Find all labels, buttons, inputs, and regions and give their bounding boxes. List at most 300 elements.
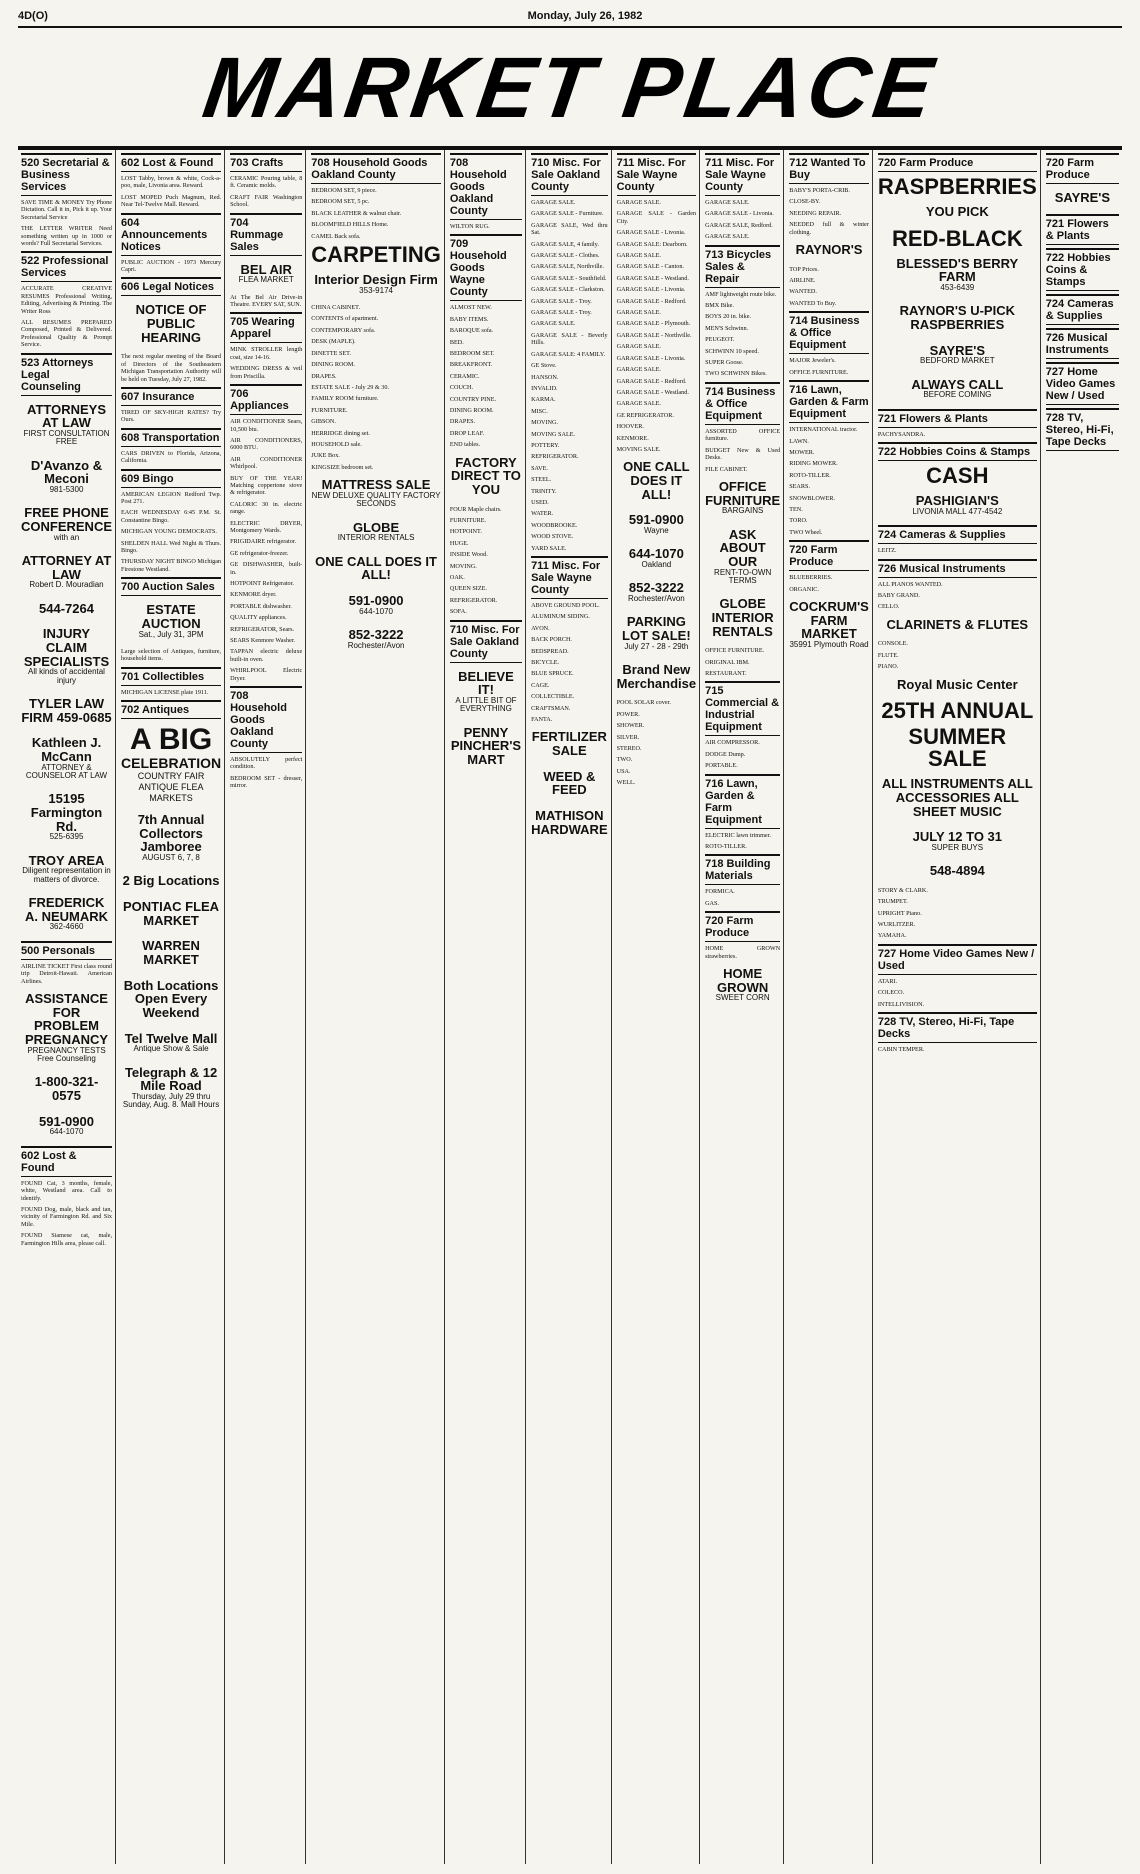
display-ad <box>878 202 1037 222</box>
classified-ad: AIRLINE TICKET First class round trip Detroit-Hawaii. American Airlines. <box>21 962 113 985</box>
display-ad-subtitle: 981-5300 <box>49 485 84 495</box>
classified-ad: REFRIGERATOR, Sears. <box>230 625 295 633</box>
classified-ad: DRAPES. <box>311 372 337 380</box>
page-id: 4D(O) <box>18 10 48 22</box>
section-heading: 520 Secretarial & Business Services <box>21 153 112 196</box>
display-ad-title: FERTILIZER SALE <box>531 729 607 759</box>
classified-ad: AIRLINE. <box>789 277 816 285</box>
display-ad <box>21 456 112 498</box>
classified-ad: GARAGE SALE - Redford. <box>616 377 687 385</box>
display-ad-subtitle: BARGAINS <box>721 506 764 516</box>
classified-ad: AIR CONDITIONERS, 6000 BTU. <box>230 436 303 452</box>
classified-ad: PIANO. <box>877 663 899 671</box>
classified-ad: KARMA. <box>531 396 556 404</box>
section-heading: 712 Wanted To Buy <box>789 153 869 184</box>
display-ad <box>617 660 696 693</box>
classified-ad: PORTABLE dishwasher. <box>230 602 292 610</box>
classified-ad: GARAGE SALE, Redford. <box>705 221 773 229</box>
display-ad-title: WARREN MARKET <box>142 938 200 968</box>
display-ad-text: CELEBRATION <box>121 755 222 772</box>
classified-ad: CONTEMPORARY sofa. <box>311 326 376 334</box>
section-heading: 714 Business & Office Equipment <box>705 382 780 425</box>
classified-ad: GARAGE SALE. <box>616 343 661 351</box>
classified-ad: SEARS. <box>789 483 811 491</box>
classified-ad: BOYS 20 in. bike. <box>705 313 751 321</box>
display-ad <box>878 375 1037 403</box>
display-ad-title: YOU PICK <box>925 204 989 219</box>
classified-ad: END tables. <box>449 441 481 449</box>
classified-ad: TRUMPET. <box>877 898 908 906</box>
classified-ad: INTERNATIONAL tractor. <box>789 426 858 434</box>
classified-ad: BABY GRAND. <box>877 591 920 599</box>
display-ad-subtitle: Rochester/Avon <box>347 640 405 650</box>
column-2 <box>118 150 225 1864</box>
display-ad-title: Both Locations Open Every Weekend <box>123 977 219 1020</box>
display-ad <box>878 861 1037 881</box>
section-heading: 522 Professional Services <box>21 251 112 282</box>
display-ad <box>311 518 441 546</box>
classified-ad: GARAGE SALE - Livonia. <box>616 229 686 237</box>
classified-ad: JUKE Box. <box>311 452 340 460</box>
display-ad <box>121 1063 221 1113</box>
classified-ad: MINK STROLLER length coat, size 14-16. <box>230 346 303 361</box>
classified-ad: POTTERY. <box>531 441 560 449</box>
classified-ad: ESTATE SALE - July 29 & 30. <box>311 383 390 391</box>
display-ad <box>617 510 696 538</box>
display-ad-title: Tel Twelve Mall <box>124 1030 218 1046</box>
display-ad-subtitle: with an <box>53 532 80 542</box>
classified-ad: UPRIGHT Piano. <box>877 909 922 917</box>
classified-ad: TWO. <box>616 756 633 764</box>
classified-ad: BICYCLE. <box>531 659 560 667</box>
classified-ad: HERRIDGE dining set. <box>311 429 370 437</box>
column-11 <box>1043 150 1122 1864</box>
display-ad-title: BLESSED'S BERRY FARM <box>896 255 1019 285</box>
classified-ad: GE DISHWASHER, built-in. <box>230 561 303 576</box>
classified-ad: GARAGE SALE - Clarkston. <box>531 286 605 294</box>
display-ad-title: 852-3222 <box>628 580 684 596</box>
classified-ad: STEREO. <box>616 744 642 752</box>
classified-ad: CRAFTSMAN. <box>531 704 571 712</box>
classified-ad: BAROQUE sofa. <box>449 327 494 335</box>
classified-ad: FOUND Dog, male, black and tan, vicinity of Farmington Rd. and Six Mile. <box>21 1205 113 1228</box>
classified-ad: ORGANIC. <box>789 585 819 593</box>
classified-ad: GE Stove. <box>531 362 557 370</box>
classified-ad: LOST Tabby, brown & white, Cock-a-poo, male, Livonia area. Reward. <box>121 175 222 190</box>
classified-ad: GARAGE SALE - Garden City. <box>616 210 697 225</box>
display-ad <box>21 503 112 545</box>
classified-ad: MISC. <box>531 407 548 415</box>
classified-ad: MOVING. <box>449 562 477 570</box>
display-ad-title: 544-7264 <box>39 600 94 616</box>
display-ad-title: SAYRE'S <box>1054 190 1111 205</box>
classified-ad: GARAGE SALE. <box>616 199 661 206</box>
classified-ad: SUPER Goose. <box>705 359 744 367</box>
display-ad-title: ASSISTANCE FOR PROBLEM PREGNANCY <box>24 991 109 1047</box>
display-ad <box>878 827 1037 855</box>
classified-ad: GAS. <box>705 899 720 907</box>
classified-ad: GARAGE SALE - Furniture. <box>531 210 604 218</box>
column-8 <box>702 150 784 1864</box>
classified-ad: BABY ITEMS. <box>449 315 489 323</box>
display-ad <box>121 600 221 642</box>
classified-ad: MOWER. <box>789 448 815 456</box>
display-ad-title: CLARINETS & FLUTES <box>886 616 1029 632</box>
section-heading: 716 Lawn, Garden & Farm Equipment <box>705 774 780 829</box>
display-ad-title: 1-800-321-0575 <box>34 1074 99 1104</box>
display-ad-title: Royal Music Center <box>896 676 1018 692</box>
display-ad-title: GLOBE INTERIOR RENTALS <box>711 596 774 639</box>
display-ad <box>21 851 112 887</box>
column-3 <box>227 150 306 1864</box>
display-ad <box>21 1072 112 1105</box>
display-ad-title: PENNY PINCHER'S MART <box>450 724 522 768</box>
display-ad <box>21 551 112 593</box>
section-heading: 701 Collectibles <box>121 667 221 686</box>
display-ad-subtitle: SUPER BUYS <box>931 842 984 852</box>
classified-ad: GARAGE SALE. <box>616 252 661 260</box>
classified-ad: GARAGE SALE - Northville. <box>616 331 692 339</box>
classified-ad: MOVING SALE. <box>531 430 576 438</box>
section-heading: 727 Home Video Games New / Used <box>878 944 1037 975</box>
classified-ad: COLLECTIBLE. <box>531 693 575 701</box>
classified-ad: BLUE SPRUCE. <box>531 670 574 678</box>
display-ad-title: TROY AREA <box>28 852 105 868</box>
classified-ad: TOP Prices. <box>789 265 819 273</box>
classified-ad: WANTED To Buy. <box>789 299 837 307</box>
section-heading: 720 Farm Produce <box>1046 153 1119 184</box>
display-ad <box>878 254 1037 296</box>
classified-ad: KINGSIZE bedroom set. <box>311 463 374 471</box>
classified-ad: GARAGE SALE - Plymouth. <box>616 320 691 328</box>
classified-ad: HUGE. <box>449 539 469 547</box>
classified-ad: DODGE Dump. <box>705 750 746 758</box>
display-ad-title: NOTICE OF PUBLIC HEARING <box>135 302 207 345</box>
classified-ad: CABIN TEMPER. <box>877 1046 925 1054</box>
classified-ad: CONTENTS of apartment. <box>311 315 379 323</box>
section-heading: 714 Business & Office Equipment <box>789 311 869 354</box>
classified-ad: ALL RESUMES PREPARED Composed, Printed & Delivered. Professional Quality & Prompt Service. <box>21 319 113 349</box>
display-ad <box>121 936 221 969</box>
section-heading: 716 Lawn, Garden & Farm Equipment <box>789 380 869 423</box>
display-ad-title: TYLER LAW FIRM 459-0685 <box>21 696 112 725</box>
display-ad-subtitle: Robert D. Mouradian <box>29 580 104 590</box>
section-heading: 700 Auction Sales <box>121 577 221 596</box>
display-ad-text: COUNTRY FAIR ANTIQUE FLEA MARKETS <box>137 771 205 804</box>
classified-ad: THE LETTER WRITER Need something written up in 1000 or words? Full Secretarial Services. <box>21 225 113 248</box>
classified-ad: At The Bel Air Drive-in Theatre. EVERY SAT, SUN. <box>230 293 303 309</box>
section-heading: 710 Misc. For Sale Oakland County <box>531 153 608 196</box>
classified-ad: SHELDEN HALL Wed Night & Thurs. Bingo. <box>121 539 222 555</box>
classified-ad: GARAGE SALE - Canton. <box>616 263 684 271</box>
section-heading: 607 Insurance <box>121 387 221 406</box>
display-ad-title: RAYNOR'S <box>795 242 863 258</box>
display-ad <box>878 675 1037 695</box>
classified-ad: ATARI. <box>877 977 898 985</box>
display-ad-title: ATTORNEYS AT LAW <box>27 401 106 431</box>
display-ad <box>878 615 1037 635</box>
display-ad <box>1046 188 1119 208</box>
classified-ad: HANSON. <box>531 373 559 381</box>
classified-ad: LOST MOPED Puch Magnum, Red. Near Tel-Twelve Mall. Reward. <box>121 193 222 209</box>
display-ad-subtitle: 453-6439 <box>940 282 975 292</box>
display-ad <box>311 475 441 511</box>
section-heading: 711 Misc. For Sale Wayne County <box>531 556 608 599</box>
classified-ad: CONSOLE. <box>877 640 908 648</box>
classified-ad: BEDROOM SET, 9 piece. <box>311 187 377 194</box>
display-ad-headline: 25TH ANNUAL <box>881 698 1034 724</box>
display-ad-subtitle: PREGNANCY TESTS Free Counseling <box>27 1045 106 1064</box>
classified-ad: BEDROOM SET - dresser, mirror. <box>230 774 303 790</box>
section-heading: 721 Flowers & Plants <box>878 409 1037 428</box>
section-heading: 705 Wearing Apparel <box>230 312 302 343</box>
display-ad-title: BELIEVE IT! <box>458 668 514 698</box>
classified-ad: PUBLIC AUCTION - 1973 Mercury Capri. <box>121 258 222 274</box>
section-heading: 702 Antiques <box>121 700 221 719</box>
classified-ad: FORMICA. <box>705 888 735 896</box>
display-ad <box>705 964 780 1006</box>
classified-ad: BLACK LEATHER & walnut chair. <box>311 209 402 217</box>
display-ad-subtitle: FIRST CONSULTATION FREE <box>23 428 110 447</box>
display-ad-title: ALWAYS CALL <box>911 376 1004 392</box>
display-ad <box>311 625 441 653</box>
classified-ad: HOUSEHOLD sale. <box>311 440 362 448</box>
display-ad <box>705 525 780 589</box>
display-ad-title: RAYNOR'S U-PICK RASPBERRIES <box>899 303 1015 332</box>
display-ad <box>21 1112 112 1140</box>
classified-ad: BEDROOM SET, 5 pc. <box>311 198 370 206</box>
classified-ad: INSIDE Wood. <box>449 551 488 559</box>
classified-ad: GARAGE SALE. <box>616 366 661 374</box>
display-ad-title: ASK ABOUT OUR <box>719 526 766 569</box>
display-ad-subtitle: FLEA MARKET <box>238 275 294 285</box>
classified-ad: OFFICE FURNITURE. <box>705 647 765 655</box>
classified-ad: SNOWBLOWER. <box>789 494 836 502</box>
section-heading: 728 TV, Stereo, Hi-Fi, Tape Decks <box>1046 408 1119 451</box>
classified-ad: ALL PIANOS WANTED. <box>877 580 943 588</box>
classified-ad: EACH WEDNESDAY 6:45 P.M. St. Constantine Bingo. <box>121 509 222 524</box>
classified-ad: AIR CONDITIONER Sears, 10,500 btu. <box>230 418 303 433</box>
display-ad-title: HOME GROWN <box>717 966 769 995</box>
display-ad <box>789 240 869 260</box>
section-heading: 500 Personals <box>21 941 112 960</box>
classified-ad: BED. <box>449 338 464 346</box>
display-ad-subtitle: AUGUST 6, 7, 8 <box>142 853 200 863</box>
classified-ad: ACCURATE CREATIVE RESUMES Professional Writing, Editing, Advertising & Printing. The Writer Ross <box>21 285 113 315</box>
classified-ad: SHOWER. <box>616 722 645 730</box>
display-ad-headline: SUMMER SALE <box>908 724 1007 772</box>
display-ad-title: Interior Design Firm <box>314 272 438 288</box>
display-ad <box>311 552 441 585</box>
display-ad <box>878 301 1037 334</box>
display-ad <box>21 624 112 688</box>
classified-ad: GARAGE SALE - Redford. <box>616 297 687 305</box>
section-heading: 726 Musical Instruments <box>878 559 1037 578</box>
classified-ad: SEARS Kenmore Washer. <box>230 637 295 645</box>
display-ad-subtitle: Rochester/Avon <box>627 593 685 603</box>
classified-ad: HOTPOINT. <box>449 528 482 536</box>
page-header <box>18 8 1122 24</box>
classified-ad: BUDGET New & Used Desks. <box>705 446 781 462</box>
classified-ad: TEN. <box>789 505 803 513</box>
classified-ad: WOOD STOVE. <box>531 533 574 541</box>
classified-ad: GARAGE SALE. <box>531 199 576 206</box>
classified-ad: ASSORTED OFFICE furniture. <box>705 427 781 443</box>
display-ad-headline: RED-BLACK <box>891 225 1023 251</box>
classified-ad: HOME GROWN strawberries. <box>705 945 781 960</box>
section-heading: 606 Legal Notices <box>121 277 221 296</box>
display-ad-title: COCKRUM'S FARM MARKET <box>789 598 869 642</box>
display-ad-title: ATTORNEY AT LAW <box>21 553 112 582</box>
section-heading: 724 Cameras & Supplies <box>878 525 1037 544</box>
display-ad-title: ESTATE AUCTION <box>141 602 201 631</box>
display-ad <box>21 694 112 727</box>
column-4 <box>308 150 445 1864</box>
classified-ad: FOUND Siamese cat, male, Farmington Hills area, please call. <box>21 1232 113 1247</box>
classified-ad: ALUMINUM SIDING. <box>531 613 590 621</box>
classified-ad: KENMORE. <box>616 434 649 442</box>
display-ad-subtitle: Oakland <box>641 559 672 569</box>
section-heading: 708 Household Goods Oakland County <box>230 686 302 753</box>
classified-ad: BMX Bike. <box>705 302 734 310</box>
classified-ad: KENMORE dryer. <box>230 591 277 599</box>
display-ad <box>21 893 112 935</box>
classified-ad: GE refrigerator-freezer. <box>230 549 289 557</box>
classified-ad: GARAGE SALE, Northville. <box>531 263 604 271</box>
classified-ad: GARAGE SALE - Troy. <box>531 309 592 317</box>
classified-ad: PACHYSANDRA. <box>877 430 926 438</box>
classified-ad: FOUR Maple chairs. <box>449 505 502 513</box>
display-ad <box>878 774 1037 821</box>
display-ad-subtitle: RENT-TO-OWN TERMS <box>714 567 772 585</box>
section-heading: 711 Misc. For Sale Wayne County <box>617 153 696 196</box>
classified-ad: AIR COMPRESSOR. <box>705 739 760 747</box>
display-ad-title: Brand New Merchandise <box>616 662 697 691</box>
classified-ad: SAVE. <box>531 464 548 472</box>
display-ad <box>121 725 221 804</box>
display-ad-title: 852-3222 <box>348 626 404 642</box>
display-ad <box>121 810 221 865</box>
display-ad-title: PASHIGIAN'S <box>915 493 999 509</box>
classified-ad: RIDING MOWER. <box>789 460 838 468</box>
display-ad-subtitle: Thursday, July 29 thru Sunday, Aug. 8. Mall Hours <box>122 1091 220 1110</box>
classified-ad: WELL. <box>616 779 636 787</box>
display-ad-title: SAYRE'S <box>929 342 985 358</box>
display-ad-title: INJURY CLAIM SPECIALISTS <box>23 626 110 669</box>
classified-ad: NEEDING REPAIR. <box>789 209 842 217</box>
classified-ad: BUY OF THE YEAR! Matching coppertone stove & refrigerator. <box>230 474 303 497</box>
classified-ad: QUEEN SIZE. <box>449 585 487 593</box>
section-heading: 703 Crafts <box>230 153 302 172</box>
display-ad-title: FACTORY DIRECT TO YOU <box>451 454 521 497</box>
display-ad <box>617 457 696 504</box>
classified-ad: GARAGE SALE: 4 FAMILY. <box>531 350 606 358</box>
classified-ad: GARAGE SALE - Beverly Hills. <box>531 331 608 347</box>
classified-ad: GARAGE SALE - Livonia. <box>616 286 686 294</box>
display-ad <box>121 897 221 930</box>
display-ad-subtitle: LIVONIA MALL 477-4542 <box>912 506 1003 516</box>
section-heading: 720 Farm Produce <box>705 911 780 942</box>
column-1 <box>18 150 116 1864</box>
classified-ad: INVALID. <box>531 384 558 392</box>
classified-ad: FURNITURE. <box>449 517 487 525</box>
classified-ad: GARAGE SALE. <box>705 199 750 206</box>
classified-ad: FANTA. <box>531 716 553 724</box>
section-heading: 720 Farm Produce <box>878 153 1037 172</box>
column-9 <box>786 150 873 1864</box>
classified-ad: DINING ROOM. <box>311 361 355 369</box>
display-ad-title: FREE PHONE CONFERENCE <box>21 505 113 535</box>
display-ad-headline: CARPETING <box>311 242 441 268</box>
classified-ad: FLUTE. <box>877 651 899 659</box>
section-heading: 709 Household Goods Wayne County <box>450 234 522 301</box>
display-ad <box>21 989 112 1066</box>
classified-ad: GARAGE SALE - Livonia. <box>705 210 774 218</box>
section-heading: 604 Announcements Notices <box>121 213 221 256</box>
display-ad-headline: CASH <box>926 463 989 489</box>
display-ad <box>617 612 696 654</box>
display-ad-title: MATHISON HARDWARE <box>531 808 608 837</box>
masthead-title: MARKET PLACE <box>197 40 943 136</box>
display-ad-subtitle: NEW DELUXE QUALITY FACTORY SECONDS <box>311 490 441 509</box>
classified-ad: OFFICE FURNITURE. <box>789 368 849 376</box>
display-ad-title: 644-1070 <box>628 546 684 562</box>
classified-ad: GARAGE SALE - Clothes. <box>531 252 600 260</box>
classified-ad: FILE CABINET. <box>705 465 748 473</box>
display-ad <box>789 597 869 652</box>
classified-ad: MICHIGAN LICENSE plate 1911. <box>121 688 209 696</box>
classified-ad: THURSDAY NIGHT BINGO Michigan Firestone Westland. <box>121 558 222 573</box>
classified-ad: GARAGE SALE. <box>616 400 661 408</box>
display-ad-title: ONE CALL DOES IT ALL! <box>623 459 690 502</box>
section-heading: 713 Bicycles Sales & Repair <box>705 245 780 288</box>
classified-ad: GARAGE SALE - Troy. <box>531 297 592 305</box>
display-ad-title: JULY 12 TO 31 <box>912 829 1002 845</box>
display-ad-subtitle: Antique Show & Sale <box>133 1044 209 1054</box>
classified-ad: TWO Wheel. <box>789 528 823 536</box>
display-ad <box>121 976 221 1023</box>
display-ad-subtitle: 525-6395 <box>49 832 84 842</box>
display-ad <box>121 300 221 347</box>
classified-ad: FOUND Cat, 3 months, female, white, Westland area. Call to identify. <box>21 1179 113 1202</box>
page-date: Monday, July 26, 1982 <box>527 10 643 22</box>
classified-ad: WOODBROOKE. <box>531 521 578 529</box>
classified-ad: ELECTRIC lawn trimmer. <box>705 831 771 839</box>
classified-ad: REFRIGERATOR. <box>449 596 498 604</box>
display-ad <box>311 591 441 619</box>
classified-ad: WURLITZER. <box>877 921 916 929</box>
classified-ad: QUALITY appliances. <box>230 614 287 622</box>
classified-ad: SOFA. <box>449 608 467 616</box>
display-ad-subtitle: BEFORE COMING <box>923 390 992 400</box>
classified-ad: GARAGE SALE. <box>705 233 750 241</box>
classified-ad: CLOSE-BY. <box>789 198 821 206</box>
classified-ad: HOOVER. <box>616 423 644 431</box>
classified-ad: BLOOMFIELD HILLS Home. <box>311 221 389 229</box>
classified-ad: CAGE. <box>531 681 550 689</box>
display-ad-title: Telegraph & 12 Mile Road <box>124 1064 218 1094</box>
classified-ad: DESK (MAPLE). <box>311 338 356 346</box>
section-heading: 724 Cameras & Supplies <box>1046 294 1119 325</box>
section-heading: 608 Transportation <box>121 428 221 447</box>
section-heading: 708 Household Goods Oakland County <box>450 153 522 220</box>
display-ad <box>230 260 302 288</box>
classified-ad: GARAGE SALE, 4 family. <box>531 240 599 248</box>
classified-ad: ABOVE GROUND POOL. <box>531 602 600 609</box>
section-heading: 728 TV, Stereo, Hi-Fi, Tape Decks <box>878 1012 1037 1043</box>
classified-ad: RESTAURANT. <box>705 670 747 678</box>
classified-ad: WATER. <box>531 510 554 518</box>
